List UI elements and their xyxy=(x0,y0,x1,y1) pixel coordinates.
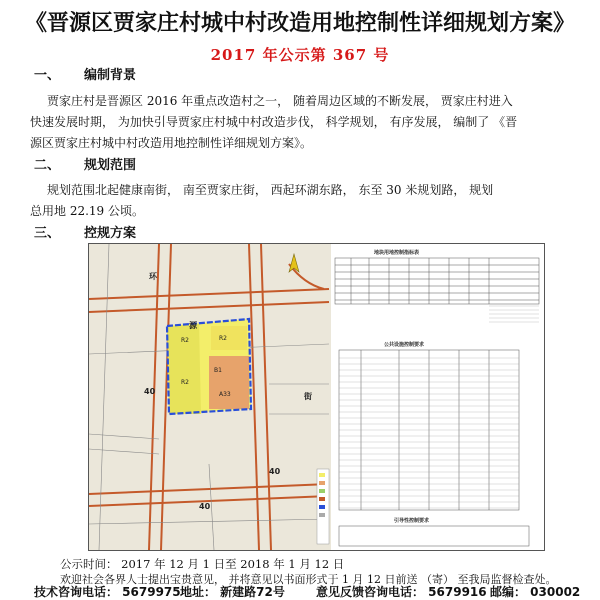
scope-line-1: 规划范围北起健康南街， 南至贾家庄街， 西起环湖东路， 东至 30 米规划路， 规划 xyxy=(47,183,494,197)
postcode: 邮编： 030002 xyxy=(490,585,581,599)
background-paragraph xyxy=(30,91,587,154)
section-number: 三、 xyxy=(34,226,61,241)
road-label: 40 xyxy=(199,502,211,511)
feedback-phone: 意见反馈咨询电话： 5679916 xyxy=(316,585,487,599)
announcement-number: 2017 年公示第 367 号 xyxy=(210,46,390,64)
section-heading: 控规方案 xyxy=(84,226,137,241)
section-background-heading xyxy=(34,64,136,83)
area-label: R2 xyxy=(181,379,189,386)
road-label: 源 xyxy=(189,321,197,330)
scope-line-2: 总用地 22.19 公顷。 xyxy=(30,204,144,218)
background-line-2: 快速发展时期， 为加快引导贾家庄村城中村改造步伐， 科学规划， 有序发展， 编制了 《晋 xyxy=(30,115,518,129)
planning-map-drawing xyxy=(89,244,544,550)
map-legend xyxy=(317,469,329,544)
table-title: 地块用地控制指标表 xyxy=(374,250,420,256)
section-scope-heading xyxy=(34,154,136,173)
table-title: 引导性控制要求 xyxy=(394,518,430,524)
feedback-notice: 欢迎社会各界人士提出宝贵意见， 并将意见以书面形式于 1 月 12 日前送 （寄） 至我局监督检查处。 xyxy=(60,573,557,586)
background-line-3: 源区贾家庄村城中村改造用地控制性详细规划方案》。 xyxy=(30,136,313,150)
scope-paragraph xyxy=(30,180,587,222)
planning-map xyxy=(88,243,545,551)
road-label: 街 xyxy=(304,392,312,401)
area-label: R2 xyxy=(181,337,189,344)
section-heading: 编制背景 xyxy=(84,68,137,83)
office-address: 地址： 新建路72号 xyxy=(180,585,285,599)
road-label: 40 xyxy=(269,467,281,476)
road-label: 环 xyxy=(149,272,157,281)
technical-phone: 技术咨询电话： 5679975 xyxy=(34,585,181,599)
section-number: 一、 xyxy=(34,68,61,83)
area-label: A33 xyxy=(219,391,231,398)
background-line-1: 贾家庄村是晋源区 2016 年重点改造村之一， 随着周边区域的不断发展， 贾家庄村进入 xyxy=(47,94,513,108)
section-number: 二、 xyxy=(34,158,61,173)
area-label: R2 xyxy=(219,335,227,342)
publicity-period: 公示时间： 2017 年 12 月 1 日至 2018 年 1 月 12 日 xyxy=(60,557,345,571)
site-area xyxy=(167,319,251,414)
area-label: B1 xyxy=(214,367,222,374)
page-title: 《晋源区贾家庄村城中村改造用地控制性详细规划方案》 xyxy=(24,11,575,36)
section-heading: 规划范围 xyxy=(84,158,137,173)
road-label: 40 xyxy=(144,387,156,396)
section-plan-heading xyxy=(34,222,136,241)
table-title: 公共设施控制要求 xyxy=(384,342,425,348)
